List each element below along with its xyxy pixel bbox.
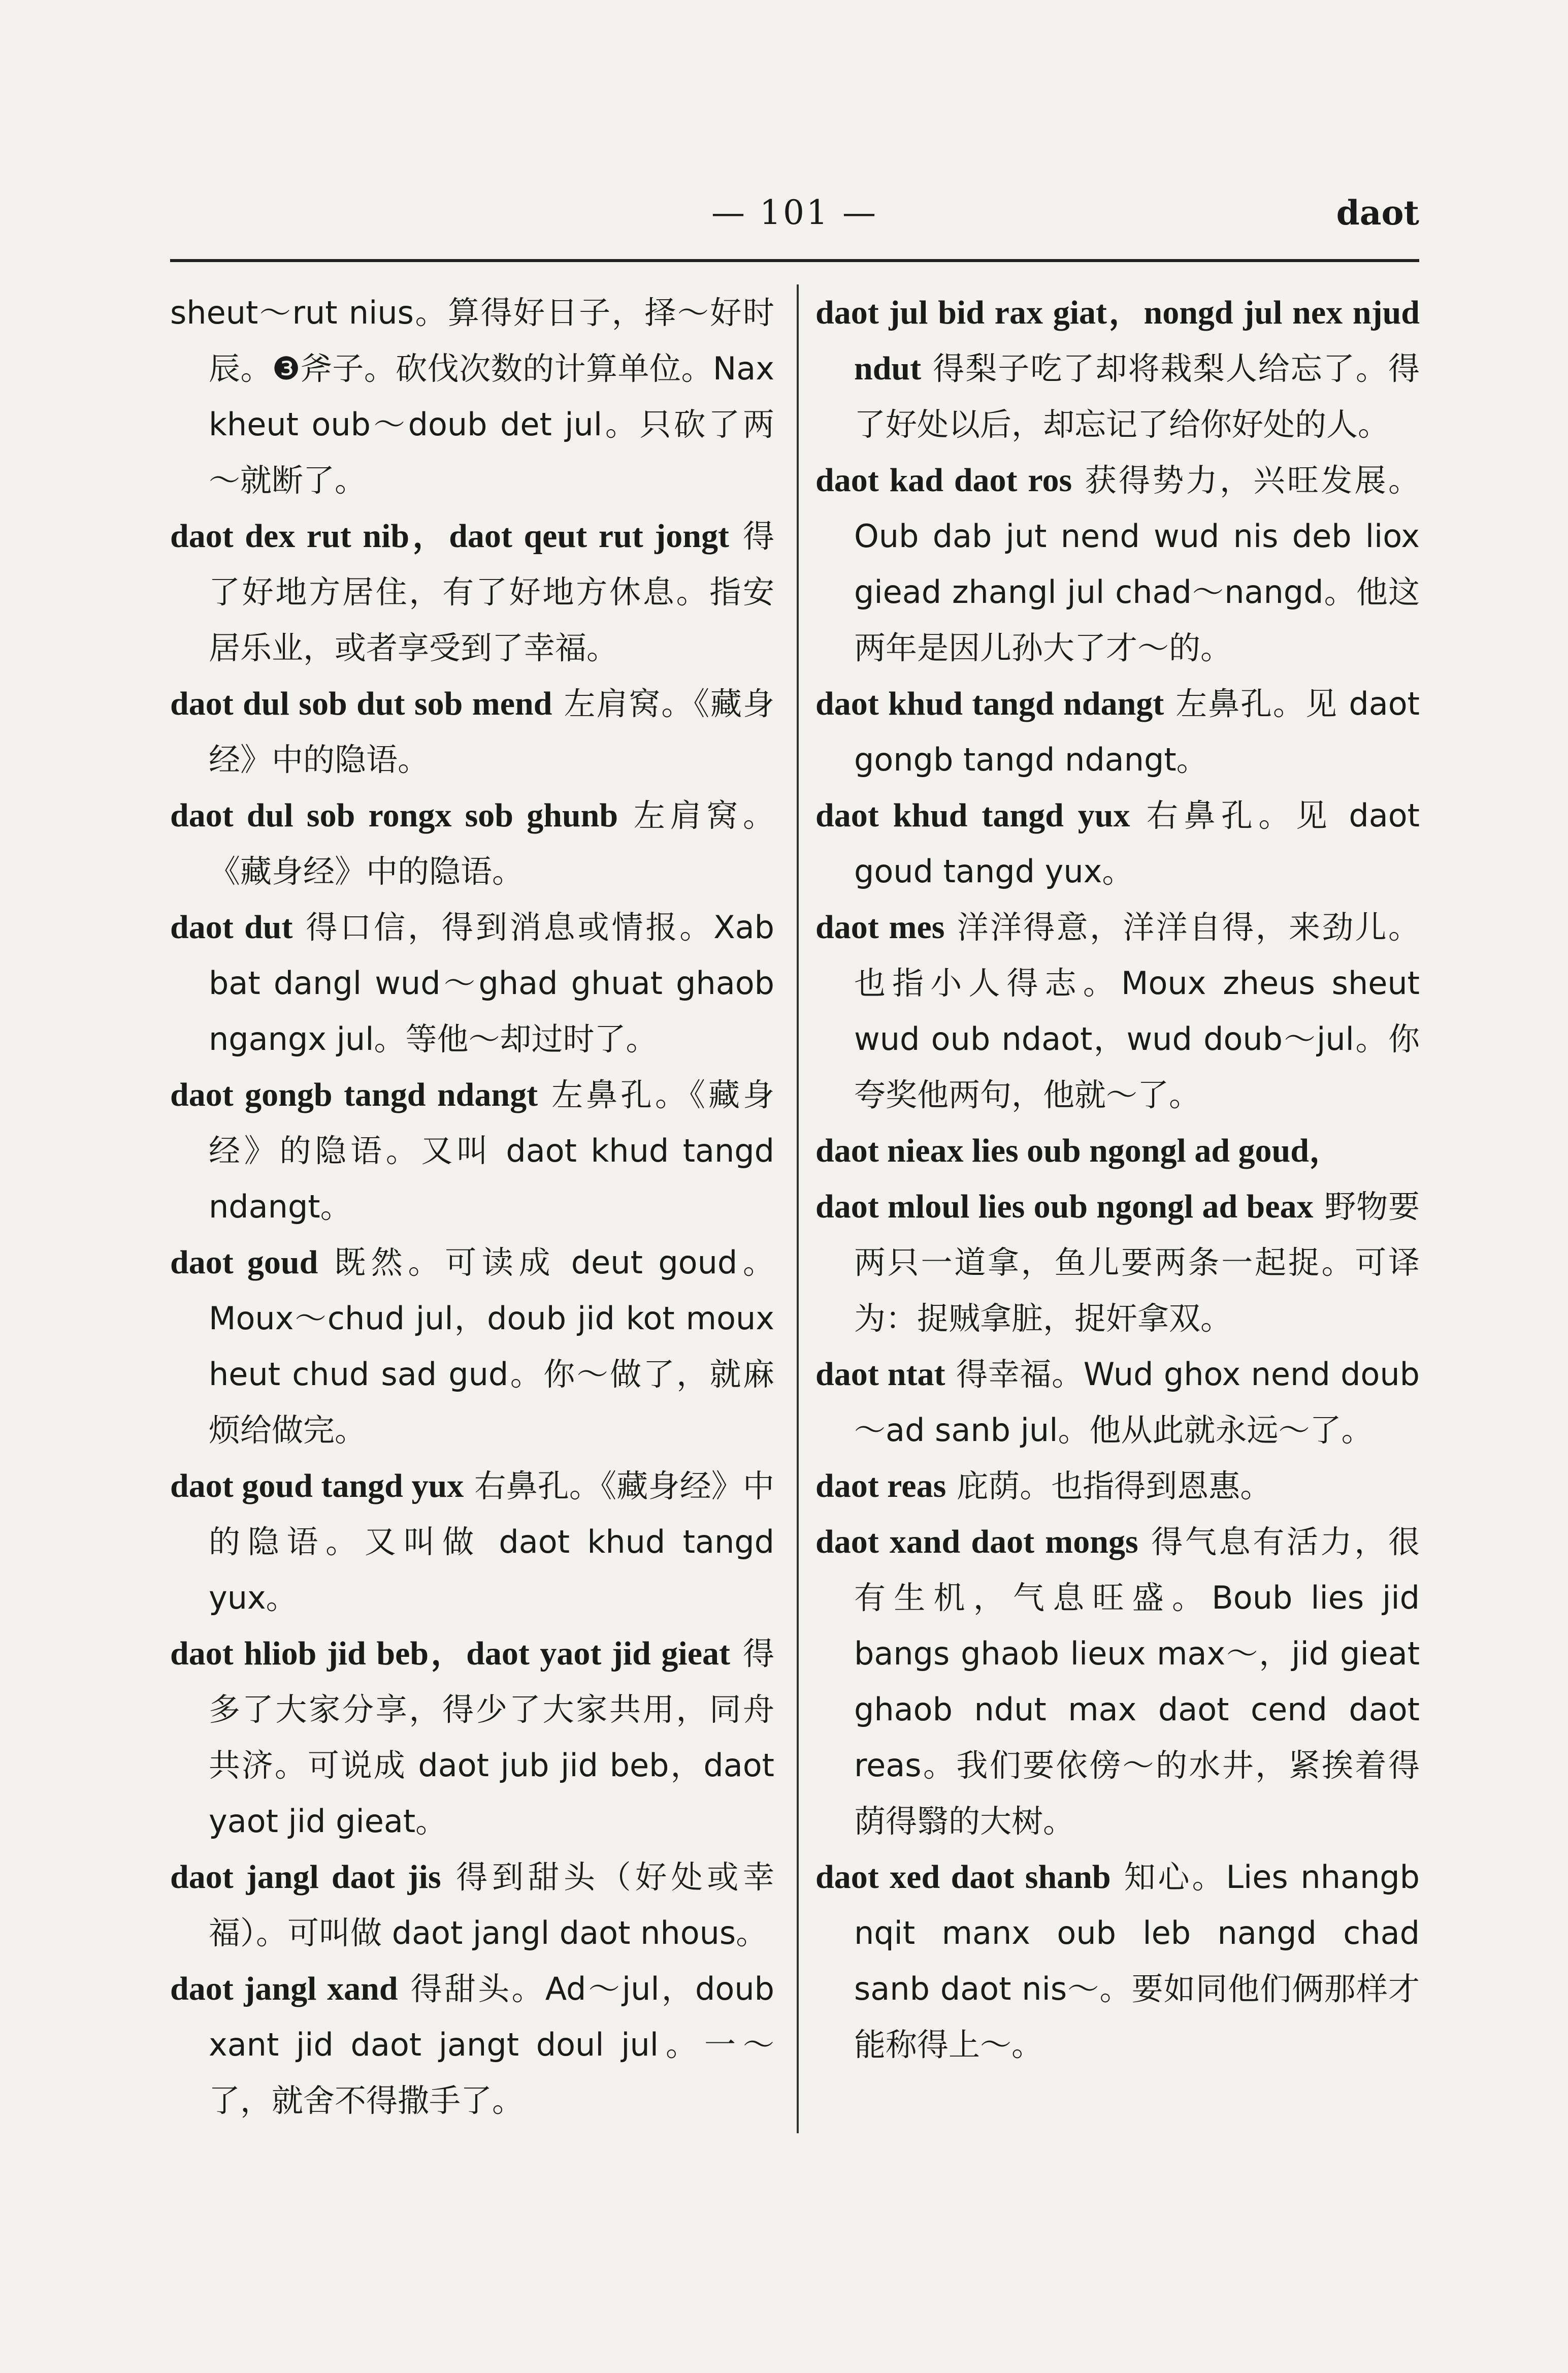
entry-definition: 左鼻孔。见 daot gongb tangd ndangt。	[854, 685, 1420, 778]
dictionary-entry	[815, 676, 1420, 787]
page-header	[170, 183, 1419, 262]
dictionary-entry	[170, 899, 774, 1067]
entry-headword: daot xed daot shanb	[815, 1858, 1111, 1896]
entry-definition: 右鼻孔。见 daot goud tangd yux。	[854, 797, 1420, 890]
entry-definition: 知心。Lies nhangb nqit manx oub leb nangd chad sanb daot nis～。要如同他们俩那样才能称得上～。	[854, 1858, 1420, 2063]
dictionary-entry	[815, 1123, 1420, 1178]
entry-headword: daot ntat	[815, 1356, 945, 1393]
entry-definition: 得幸福。Wud ghox nend doub～ad sanb jul。他从此就永远～了。	[854, 1356, 1420, 1449]
entry-headword: daot hliob jid beb，daot yaot jid gieat	[170, 1635, 730, 1672]
entry-headword: daot kad daot ros	[815, 462, 1072, 499]
entry-headword: daot jul bid rax giat，nongd jul nex njud ndut	[815, 294, 1420, 387]
column-divider	[797, 284, 799, 2133]
dictionary-entry	[170, 1234, 774, 1458]
dictionary-entry	[170, 508, 774, 676]
entry-headword: daot xand daot mongs	[815, 1523, 1138, 1560]
dictionary-entry	[815, 1849, 1420, 2072]
entry-definition: 庇荫。也指得到恩惠。	[957, 1467, 1272, 1504]
dictionary-entry	[815, 1346, 1420, 1458]
dictionary-entry	[815, 1178, 1420, 1346]
entry-headword: daot dul sob dut sob mend	[170, 685, 552, 722]
entry-definition: 得气息有活力，很有生机，气息旺盛。Boub lies jid bangs ghaob lieux max～，jid gieat ghaob ndut max daot cend daot reas。我们要依傍～的水井，紧挨着得荫得翳的大树。	[854, 1523, 1420, 1840]
entry-headword: daot mes	[815, 909, 945, 946]
entry-headword: daot dul sob rongx sob ghunb	[170, 797, 618, 834]
entry-headword: daot goud	[170, 1244, 318, 1281]
page-number: — 101 —	[711, 193, 878, 232]
entry-headword: daot mloul lies oub ngongl ad beax	[815, 1188, 1314, 1225]
dictionary-entry	[815, 899, 1420, 1123]
left-column	[170, 284, 774, 2225]
dictionary-entry	[815, 1458, 1420, 1514]
dictionary-entry	[815, 284, 1420, 452]
entry-definition: 左鼻孔。《藏身经》的隐语。又叫 daot khud tangd ndangt。	[209, 1076, 774, 1225]
entry-headword: daot reas	[815, 1467, 946, 1504]
entry-definition: 得梨子吃了却将栽梨人给忘了。得了好处以后，却忘记了给你好处的人。	[854, 350, 1420, 443]
dictionary-entry	[170, 676, 774, 787]
entry-headword: daot dut	[170, 909, 293, 946]
entry-definition: 得到甜头（好处或幸福）。可叫做 daot jangl daot nhous。	[209, 1858, 774, 1951]
entry-definition: 得口信，得到消息或情报。Xab bat dangl wud～ghad ghuat ghaob ngangx jul。等他～却过时了。	[209, 909, 774, 1057]
entry-headword: daot jangl xand	[170, 1970, 398, 2007]
dictionary-entry	[170, 1961, 774, 2128]
entry-definition: 得了好地方居住，有了好地方休息。指安居乐业，或者享受到了幸福。	[209, 518, 774, 666]
entry-definition: 左肩窝。《藏身经》中的隐语。	[209, 797, 774, 890]
dictionary-entry	[170, 1625, 774, 1849]
dictionary-entry	[170, 787, 774, 899]
dictionary-entry	[170, 284, 774, 508]
entry-definition: 获得势力，兴旺发展。Oub dab jut nend wud nis deb liox giead zhangl jul chad～nangd。他这两年是因儿孙大了才～的。	[854, 462, 1420, 666]
entry-headword: daot khud tangd ndangt	[815, 685, 1164, 722]
entry-headword: daot nieax lies oub ngongl ad goud，	[815, 1132, 1343, 1169]
entry-headword: daot goud tangd yux	[170, 1467, 464, 1504]
entry-headword: daot dex rut nib，daot qeut rut jongt	[170, 518, 729, 555]
entry-definition: 得多了大家分享，得少了大家共用，同舟共济。可说成 daot jub jid beb，daot yaot jid gieat。	[209, 1635, 774, 1840]
dictionary-entry	[815, 452, 1420, 676]
entry-definition: 既然。可读成 deut goud。Moux～chud jul，doub jid kot moux heut chud sad gud。你～做了，就麻烦给做完。	[209, 1244, 774, 1449]
running-head: daot	[1336, 193, 1419, 233]
entry-definition: sheut～rut nius。算得好日子，择～好时辰。❸斧子。砍伐次数的计算单位。Nax kheut oub～doub det jul。只砍了两～就断了。	[170, 294, 774, 499]
dictionary-entry	[815, 1514, 1420, 1849]
entry-definition: 野物要两只一道拿，鱼儿要两条一起捉。可译为：捉贼拿脏，捉奸拿双。	[854, 1188, 1420, 1337]
entry-definition: 左肩窝。《藏身经》中的隐语。	[209, 685, 774, 778]
dictionary-entry	[170, 1458, 774, 1625]
entry-headword: daot gongb tangd ndangt	[170, 1076, 538, 1113]
entry-definition: 右鼻孔。《藏身经》中的隐语。又叫做 daot khud tangd yux。	[209, 1467, 774, 1616]
entry-headword: daot jangl daot jis	[170, 1858, 441, 1896]
entry-headword: daot khud tangd yux	[815, 797, 1130, 834]
dictionary-entry	[170, 1849, 774, 1961]
dictionary-entry	[170, 1067, 774, 1234]
entry-definition: 洋洋得意，洋洋自得，来劲儿。也指小人得志。Moux zheus sheut wud oub ndaot，wud doub～jul。你夸奖他两句，他就～了。	[854, 909, 1420, 1113]
right-column	[815, 284, 1420, 2225]
dictionary-entry	[815, 787, 1420, 899]
entry-definition: 得甜头。Ad～jul，doub xant jid daot jangt doul jul。一～了，就舍不得撒手了。	[209, 1970, 774, 2119]
